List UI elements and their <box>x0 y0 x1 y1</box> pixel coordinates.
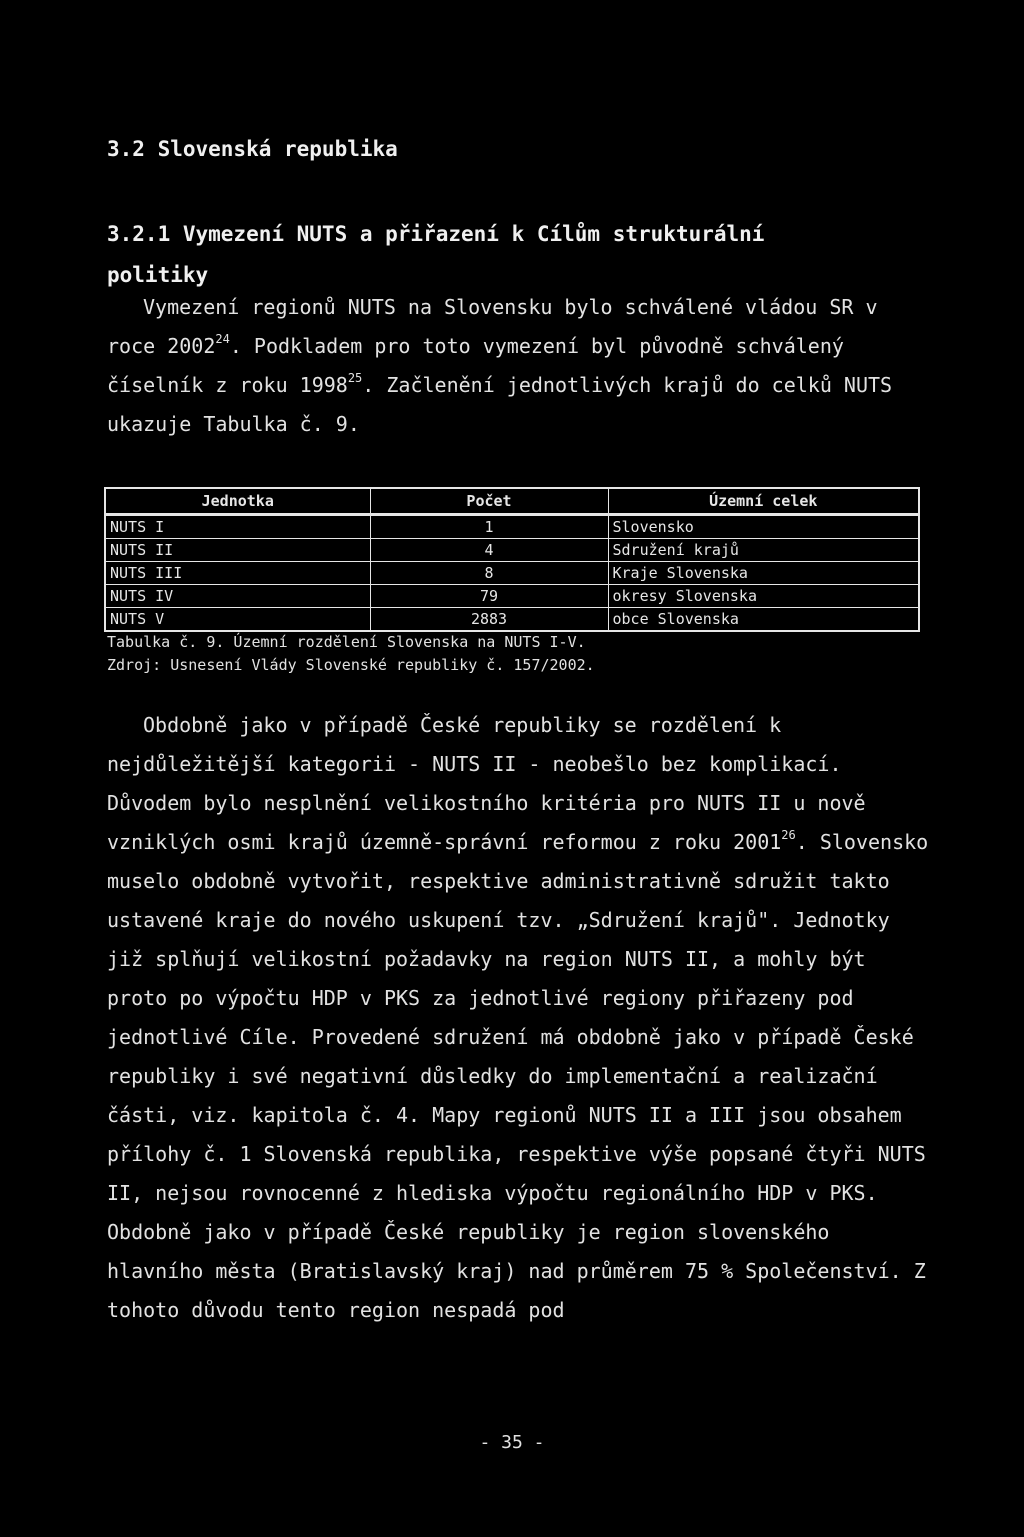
table-row <box>105 562 919 585</box>
cell-count: 79 <box>370 585 608 608</box>
table-caption: Tabulka č. 9. Územní rozdělení Slovenska na NUTS I-V. <box>107 633 586 651</box>
cell-unit: NUTS IV <box>105 585 370 608</box>
footnote-ref-24: 24 <box>215 332 230 347</box>
intro-text-3: . Začlenění jednotlivých krajů do celků NUTS ukazuje Tabulka č. 9. <box>107 373 893 436</box>
cell-area: okresy Slovenska <box>608 585 919 608</box>
cell-unit: NUTS I <box>105 515 370 539</box>
header-count: Počet <box>370 488 608 515</box>
cell-area: obce Slovenska <box>608 608 919 632</box>
cell-unit: NUTS II <box>105 539 370 562</box>
table-row <box>105 585 919 608</box>
intro-paragraph <box>107 288 937 444</box>
cell-count: 1 <box>370 515 608 539</box>
table-row <box>105 515 919 539</box>
cell-area: Sdružení krajů <box>608 539 919 562</box>
section-heading: 3.2 Slovenská republika <box>107 137 398 161</box>
body-paragraph <box>107 706 937 1330</box>
table-source: Zdroj: Usnesení Vlády Slovenské republiky č. 157/2002. <box>107 656 595 674</box>
footnote-ref-26: 26 <box>781 828 796 843</box>
cell-area: Slovensko <box>608 515 919 539</box>
cell-count: 4 <box>370 539 608 562</box>
body-text-2: . Slovensko muselo obdobně vytvořit, respektive administrativně sdružit takto ustavené kraje do nového uskupení tzv. „Sdružení krajů". Jednotky již splňují velikostní požadavky na region NUTS II, a mohly být proto po výpočtu HDP v PKS za jednotlivé regiony přiřazeny pod jednotlivé Cíle. Provedené sdružení má obdobně jako v případě České republiky i své negativní důsledky do implementační a realizační části, viz. kapitola č. 4. Mapy regionů NUTS II a III jsou obsahem přílohy č. 1 Slovenská republika, respektive výše popsané čtyři NUTS II, nejsou rovnocenné z hlediska výpočtu regionálního HDP v PKS. Obdobně jako v případě České republiky je region slovenského hlavního města (Bratislavský kraj) nad průměrem 75 % Společenství. Z tohoto důvodu tento region nespadá pod <box>107 830 929 1322</box>
cell-unit: NUTS III <box>105 562 370 585</box>
cell-count: 2883 <box>370 608 608 632</box>
cell-count: 8 <box>370 562 608 585</box>
cell-area: Kraje Slovenska <box>608 562 919 585</box>
header-unit: Jednotka <box>105 488 370 515</box>
intro-text-2: . Podkladem pro toto vymezení byl původně schválený číselník z roku 1998 <box>107 334 844 397</box>
table-row <box>105 608 919 632</box>
page-number: - 35 - <box>479 1432 545 1453</box>
header-area: Územní celek <box>608 488 919 515</box>
cell-unit: NUTS V <box>105 608 370 632</box>
subsection-heading: 3.2.1 Vymezení NUTS a přiřazení k Cílům strukturální politiky <box>107 222 765 287</box>
body-text-1: Obdobně jako v případě České republiky se rozdělení k nejdůležitější kategorii - NUTS II - neobešlo bez komplikací. Důvodem bylo nesplnění velikostního kritéria pro NUTS II u nově vzniklých osmi krajů územně-správní reformou z roku 2001 <box>107 713 866 854</box>
table-row <box>105 539 919 562</box>
table-header-row <box>105 488 919 515</box>
intro-text-1: Vymezení regionů NUTS na Slovensku bylo schválené vládou SR v roce 2002 <box>107 295 878 358</box>
nuts-table <box>104 487 920 632</box>
footnote-ref-25: 25 <box>347 371 363 386</box>
